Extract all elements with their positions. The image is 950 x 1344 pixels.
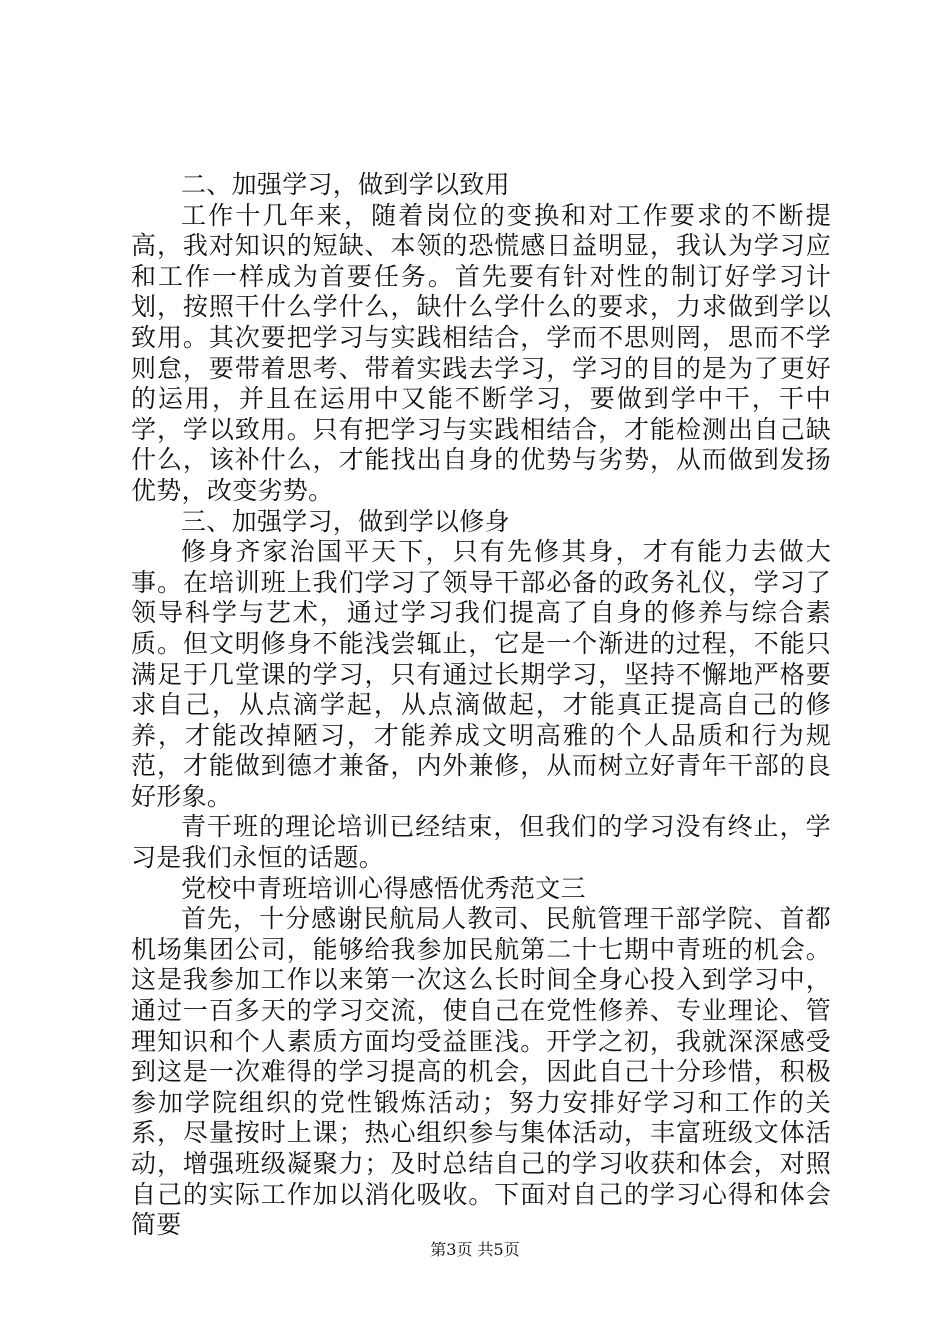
- paragraph-conclusion: 青干班的理论培训已经结束，但我们的学习没有终止，学习是我们永恒的话题。: [131, 812, 831, 873]
- section-heading-2: 二、加强学习，做到学以致用: [181, 170, 510, 199]
- paragraph-acknowledgement: 首先，十分感谢民航局人教司、民航管理干部学院、首都机场集团公司，能够给我参加民航第二十七期中青班的机会。这是我参加工作以来第一次这么长时间全身心投入到学习中，通过一百多天的学习交流，使自己在党性修养、专业理论、管理知识和个人素质方面均受益匪浅。开学之初，我就深深感受到这是一次难得的学习提高的机会，因此自己十分珍惜，积极参加学院组织的党性锻炼活动；努力安排好学习和工作的关系，尽量按时上课；热心组织参与集体活动，丰富班级文体活动，增强班级凝聚力；及时总结自己的学习收获和体会，对照自己的实际工作加以消化吸收。下面对自己的学习心得和体会简要: [131, 904, 831, 1240]
- page-number-footer: 第3页 共5页: [430, 1240, 520, 1259]
- paragraph-study-application: 工作十几年来，随着岗位的变换和对工作要求的不断提高，我对知识的短缺、本领的恐慌感日益明显，我认为学习应和工作一样成为首要任务。首先要有针对性的制订好学习计划，按照干什么学什么，缺什么学什么的要求，力求做到学以致用。其次要把学习与实践相结合，学而不思则罔，思而不学则怠，要带着思考、带着实践去学习，学习的目的是为了更好的运用，并且在运用中又能不断学习，要做到学中干，干中学，学以致用。只有把学习与实践相结合，才能检测出自己缺什么，该补什么，才能找出自身的优势与劣势，从而做到发扬优势，改变劣势。: [131, 200, 831, 505]
- document-body: [131, 170, 831, 1241]
- article-title-3: 党校中青班培训心得感悟优秀范文三: [181, 873, 586, 903]
- paragraph-self-cultivation: 修身齐家治国平天下，只有先修其身，才有能力去做大事。在培训班上我们学习了领导干部必备的政务礼仪，学习了领导科学与艺术，通过学习我们提高了自身的修养与综合素质。但文明修身不能浅尝辄止，它是一个渐进的过程，不能只满足于几堂课的学习，只有通过长期学习，坚持不懈地严格要求自己，从点滴学起，从点滴做起，才能真正提高自己的修养，才能改掉陋习，才能养成文明高雅的个人品质和行为规范，才能做到德才兼备，内外兼修，从而树立好青年干部的良好形象。: [131, 537, 831, 811]
- section-heading-3: 三、加强学习，做到学以修身: [181, 506, 510, 536]
